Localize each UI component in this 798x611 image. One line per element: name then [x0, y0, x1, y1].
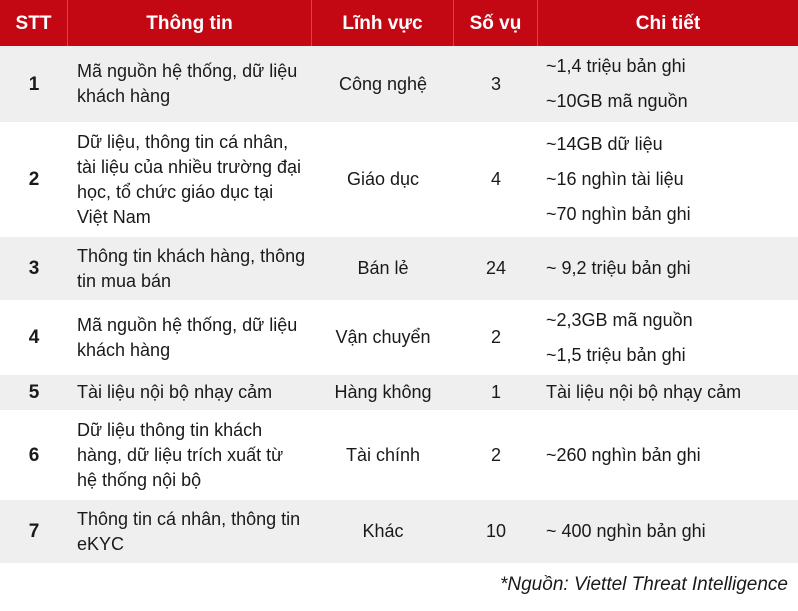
table-row — [0, 410, 798, 500]
detail-line: ~260 nghìn bản ghi — [546, 444, 701, 465]
cell-field: Bán lẻ — [357, 258, 409, 278]
table-header — [0, 0, 798, 46]
cell-stt: 5 — [28, 382, 40, 403]
cell-field: Giáo dục — [346, 169, 420, 189]
cell-stt: 6 — [28, 444, 40, 466]
cell-details — [538, 122, 798, 237]
cell-field: Khác — [362, 521, 404, 541]
cell-details — [538, 410, 798, 500]
detail-line: Tài liệu nội bộ nhạy cảm — [546, 382, 742, 402]
cell-info: Mã nguồn hệ thống, dữ liệu khách hàng — [77, 61, 298, 106]
cell-count: 1 — [490, 382, 501, 402]
cell-info: Dữ liệu thông tin khách hàng, dữ liệu trích xuất từ hệ thống nội bộ — [77, 419, 284, 490]
cell-info: Tài liệu nội bộ nhạy cảm — [77, 382, 273, 402]
detail-line: ~ 9,2 triệu bản ghi — [546, 258, 691, 278]
cell-field: Công nghệ — [338, 73, 428, 94]
cell-count: 10 — [485, 521, 507, 541]
table-row — [0, 375, 798, 410]
detail-line: ~10GB mã nguồn — [546, 91, 688, 111]
cell-stt: 7 — [28, 521, 40, 542]
source-note: *Nguồn: Viettel Threat Intelligence — [500, 574, 788, 595]
cell-stt: 4 — [28, 327, 40, 348]
detail-line: ~1,5 triệu bản ghi — [546, 344, 686, 365]
detail-line: ~1,4 triệu bản ghi — [546, 56, 686, 76]
cell-info: Dữ liệu, thông tin cá nhân, tài liệu của nhiều trường đại học, tổ chức giáo dục tại Việt Nam — [77, 131, 301, 227]
detail-line: ~16 nghìn tài liệu — [546, 169, 684, 189]
cell-count: 2 — [490, 444, 501, 465]
detail-line: ~2,3GB mã nguồn — [546, 309, 693, 330]
cell-details — [538, 500, 798, 563]
cell-info: Thông tin khách hàng, thông tin mua bán — [77, 245, 306, 291]
cell-count: 4 — [490, 169, 501, 189]
cell-field: Hàng không — [334, 382, 432, 402]
cell-info: Thông tin cá nhân, thông tin eKYC — [77, 508, 301, 554]
cell-info: Mã nguồn hệ thống, dữ liệu khách hàng — [77, 314, 298, 360]
header-stt: STT — [0, 0, 68, 46]
header-count: Số vụ — [454, 0, 538, 46]
table-row — [0, 237, 798, 300]
cell-details — [538, 375, 798, 410]
cell-count: 24 — [485, 258, 507, 278]
cell-stt: 2 — [28, 169, 40, 190]
header-details: Chi tiết — [635, 12, 701, 34]
cell-field: Tài chính — [345, 444, 421, 465]
detail-line: ~ 400 nghìn bản ghi — [546, 521, 706, 541]
cell-stt: 1 — [28, 73, 40, 95]
cell-count: 2 — [490, 327, 501, 347]
cell-details — [538, 300, 798, 375]
cell-details — [538, 46, 798, 122]
table-row — [0, 500, 798, 563]
detail-line: ~14GB dữ liệu — [546, 134, 663, 154]
cell-field: Vận chuyển — [335, 327, 431, 347]
table-row — [0, 46, 798, 122]
table-row — [0, 122, 798, 237]
header-info: Thông tin — [68, 0, 312, 46]
cell-stt: 3 — [28, 258, 40, 279]
header-field: Lĩnh vực — [312, 0, 454, 46]
cell-count: 3 — [490, 73, 501, 94]
cell-details — [538, 237, 798, 300]
table-row — [0, 300, 798, 375]
detail-line: ~70 nghìn bản ghi — [546, 204, 691, 224]
